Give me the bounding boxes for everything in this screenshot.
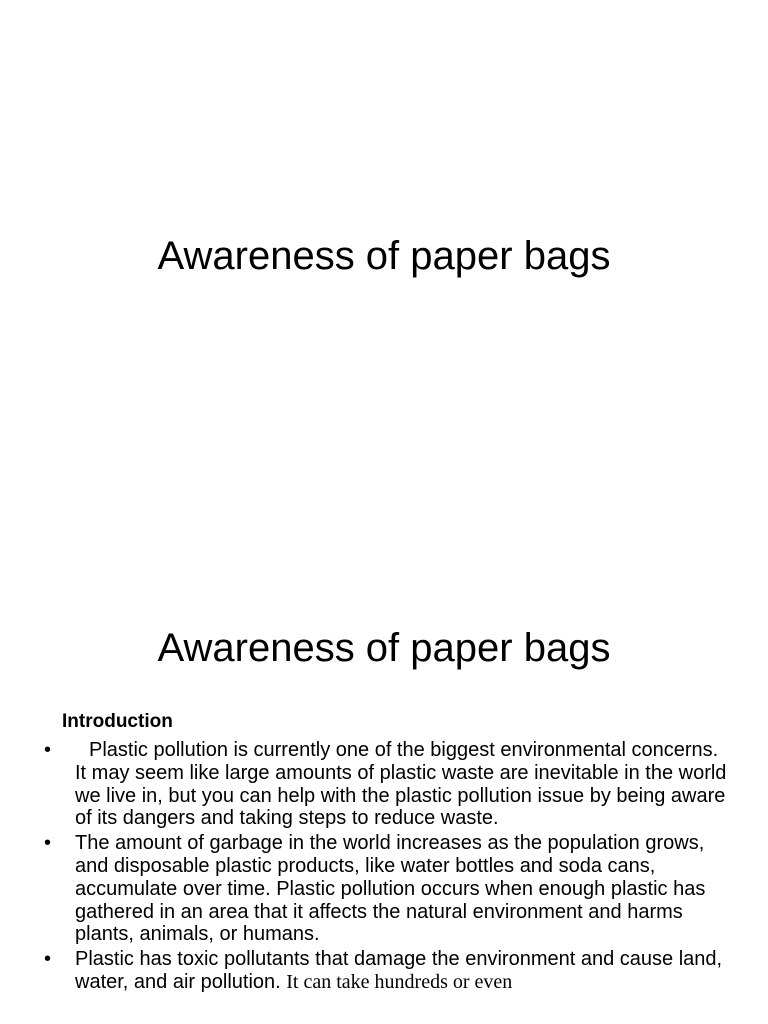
introduction-heading: Introduction	[62, 711, 173, 732]
slide-1-title: Awareness of paper bags	[157, 234, 611, 278]
bullet-item	[0, 948, 768, 994]
bullet-item	[0, 739, 768, 830]
bullet-text	[75, 739, 728, 830]
slide-2-title: Awareness of paper bags	[157, 626, 611, 670]
bullet-item	[0, 832, 768, 946]
bullet-text: The amount of garbage in the world increases as the population grows, and disposable plastic products, like water bottles and soda cans, accumulate over time. Plastic pollution occurs when enough plastic has gathered in an area that it affects the natural environment and harms plants, animals, or humans.	[75, 832, 706, 946]
bullet-text-content: Plastic pollution is currently one of the biggest environmental concerns. It may seem like large amounts of plastic waste are inevitable in the world we live in, but you can help with the plastic pollution issue by being aware of its dangers and taking steps to reduce waste.	[75, 739, 727, 830]
bullet-text	[75, 948, 728, 994]
bullet-dot-icon: •	[44, 948, 52, 971]
bullet-dot-icon: •	[44, 832, 52, 855]
bullet-text-content: Plastic has toxic pollutants that damage the environment and cause land, water, and air pollution.	[75, 948, 723, 993]
bullet-text-serif-tail: It can take hundreds or even	[286, 970, 513, 993]
bullet-dot-icon: •	[44, 739, 52, 761]
bullet-list	[0, 739, 768, 996]
